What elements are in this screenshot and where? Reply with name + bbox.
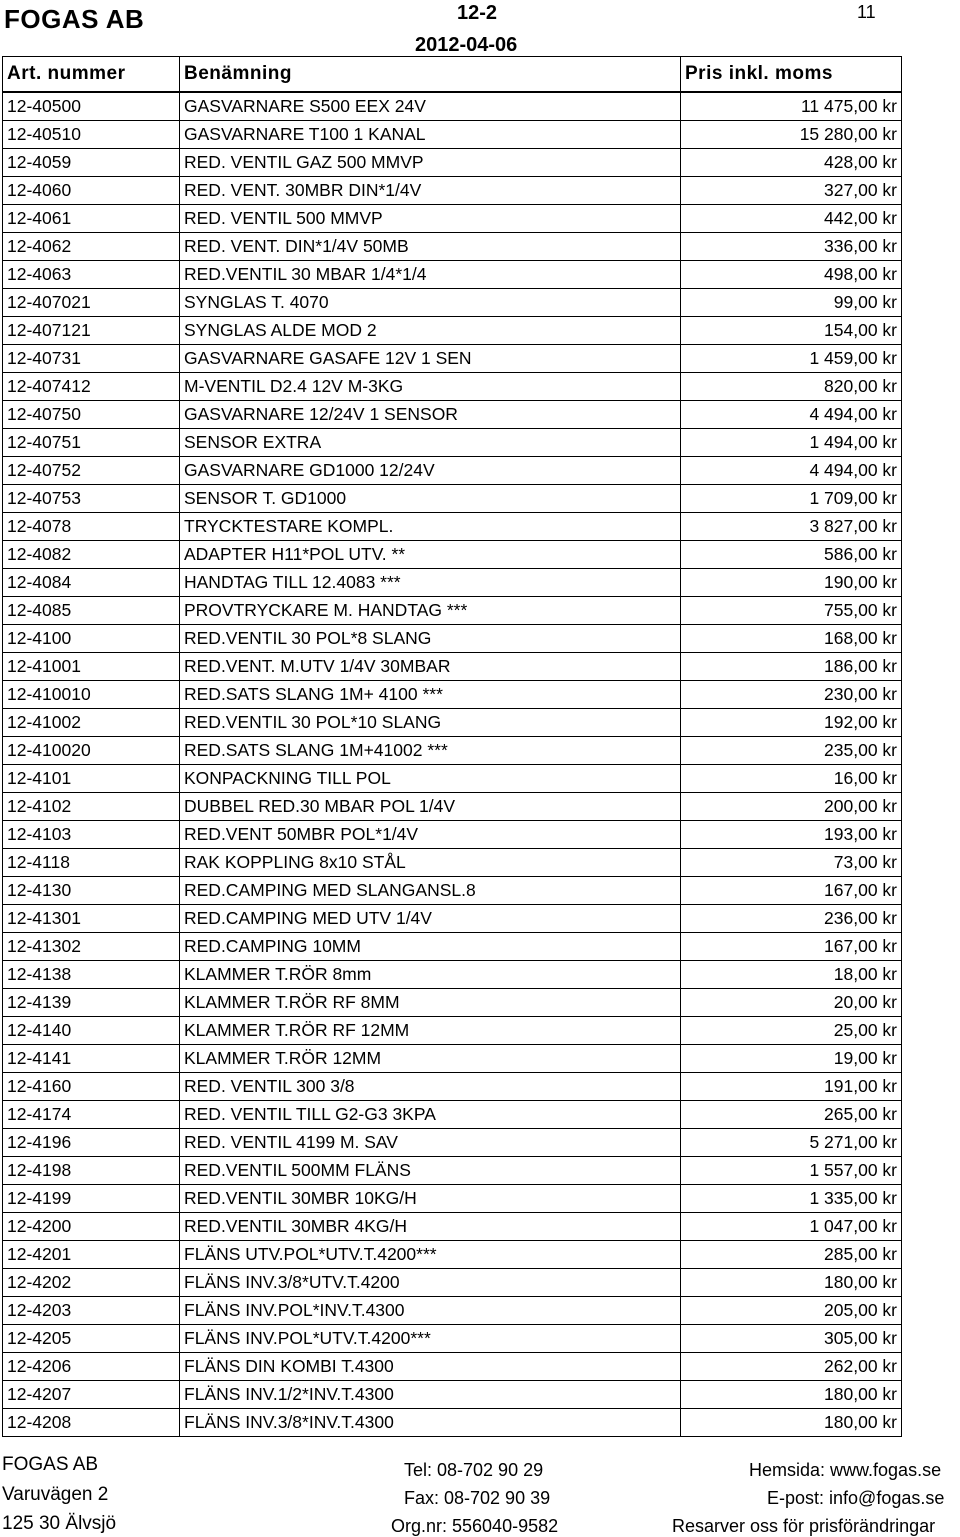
table-body: [3, 92, 902, 1437]
footer-disclaimer: Resarver oss för prisförändringar: [672, 1516, 936, 1536]
article-number-cell: 12-40751: [3, 429, 180, 457]
price-cell: 1 459,00 kr: [681, 345, 902, 373]
table-header-row: [3, 57, 902, 93]
article-number-cell: 12-407021: [3, 289, 180, 317]
price-cell: 265,00 kr: [681, 1101, 902, 1129]
table-row: [3, 1157, 902, 1185]
price-cell: 15 280,00 kr: [681, 121, 902, 149]
article-number-cell: 12-4138: [3, 961, 180, 989]
column-header-description: Benämning: [180, 57, 681, 93]
article-number-cell: 12-4208: [3, 1409, 180, 1437]
table-row: [3, 961, 902, 989]
description-cell: GASVARNARE GD1000 12/24V: [180, 457, 681, 485]
table-row: [3, 1185, 902, 1213]
table-row: [3, 401, 902, 429]
table-row: [3, 1297, 902, 1325]
table-row: [3, 317, 902, 345]
table-row: [3, 373, 902, 401]
article-number-cell: 12-4139: [3, 989, 180, 1017]
article-number-cell: 12-4062: [3, 233, 180, 261]
table-row: [3, 1325, 902, 1353]
article-number-cell: 12-4082: [3, 541, 180, 569]
price-cell: 428,00 kr: [681, 149, 902, 177]
table-row: [3, 569, 902, 597]
footer-email: E-post: info@fogas.se: [767, 1488, 945, 1508]
price-cell: 1 494,00 kr: [681, 429, 902, 457]
price-cell: 1 709,00 kr: [681, 485, 902, 513]
price-cell: 4 494,00 kr: [681, 457, 902, 485]
table-row: [3, 541, 902, 569]
article-number-cell: 12-4203: [3, 1297, 180, 1325]
article-number-cell: 12-4084: [3, 569, 180, 597]
price-cell: 236,00 kr: [681, 905, 902, 933]
price-cell: 442,00 kr: [681, 205, 902, 233]
table-row: [3, 849, 902, 877]
description-cell: FLÄNS INV.1/2*INV.T.4300: [180, 1381, 681, 1409]
table-row: [3, 1381, 902, 1409]
footer-street: Varuvägen 2: [2, 1484, 109, 1505]
table-row: [3, 261, 902, 289]
table-row: [3, 765, 902, 793]
description-cell: KLAMMER T.RÖR RF 8MM: [180, 989, 681, 1017]
table-row: [3, 457, 902, 485]
article-number-cell: 12-4063: [3, 261, 180, 289]
table-row: [3, 1073, 902, 1101]
article-number-cell: 12-40752: [3, 457, 180, 485]
article-number-cell: 12-4061: [3, 205, 180, 233]
description-cell: TRYCKTESTARE KOMPL.: [180, 513, 681, 541]
table-row: [3, 289, 902, 317]
table-row: [3, 1129, 902, 1157]
price-cell: 755,00 kr: [681, 597, 902, 625]
footer-city: 125 30 Älvsjö: [2, 1513, 117, 1534]
article-number-cell: 12-40750: [3, 401, 180, 429]
article-number-cell: 12-40500: [3, 92, 180, 121]
table-row: [3, 1269, 902, 1297]
table-row: [3, 1353, 902, 1381]
article-number-cell: 12-4060: [3, 177, 180, 205]
description-cell: SENSOR T. GD1000: [180, 485, 681, 513]
description-cell: ADAPTER H11*POL UTV. **: [180, 541, 681, 569]
table-row: [3, 1409, 902, 1437]
price-cell: 285,00 kr: [681, 1241, 902, 1269]
article-number-cell: 12-4207: [3, 1381, 180, 1409]
price-cell: 192,00 kr: [681, 709, 902, 737]
description-cell: KLAMMER T.RÖR RF 12MM: [180, 1017, 681, 1045]
footer-company: FOGAS AB: [2, 1454, 99, 1475]
description-cell: RED. VENTIL 4199 M. SAV: [180, 1129, 681, 1157]
article-number-cell: 12-40731: [3, 345, 180, 373]
article-number-cell: 12-4206: [3, 1353, 180, 1381]
description-cell: M-VENTIL D2.4 12V M-3KG: [180, 373, 681, 401]
description-cell: KLAMMER T.RÖR 12MM: [180, 1045, 681, 1073]
price-cell: 191,00 kr: [681, 1073, 902, 1101]
article-number-cell: 12-4140: [3, 1017, 180, 1045]
article-number-cell: 12-410020: [3, 737, 180, 765]
description-cell: RED.CAMPING 10MM: [180, 933, 681, 961]
article-number-cell: 12-4118: [3, 849, 180, 877]
description-cell: FLÄNS INV.3/8*INV.T.4300: [180, 1409, 681, 1437]
table-row: [3, 513, 902, 541]
description-cell: RED.SATS SLANG 1M+ 4100 ***: [180, 681, 681, 709]
section-number: 12-2: [457, 2, 498, 24]
table-row: [3, 345, 902, 373]
description-cell: RED.VENTIL 30 POL*10 SLANG: [180, 709, 681, 737]
description-cell: RED.VENT. M.UTV 1/4V 30MBAR: [180, 653, 681, 681]
article-number-cell: 12-4196: [3, 1129, 180, 1157]
article-number-cell: 12-41302: [3, 933, 180, 961]
description-cell: RED.VENTIL 30MBR 10KG/H: [180, 1185, 681, 1213]
description-cell: RED.VENTIL 500MM FLÄNS: [180, 1157, 681, 1185]
article-number-cell: 12-40753: [3, 485, 180, 513]
description-cell: RED. VENTIL 300 3/8: [180, 1073, 681, 1101]
description-cell: FLÄNS INV.POL*INV.T.4300: [180, 1297, 681, 1325]
price-cell: 305,00 kr: [681, 1325, 902, 1353]
description-cell: SYNGLAS T. 4070: [180, 289, 681, 317]
price-cell: 11 475,00 kr: [681, 92, 902, 121]
description-cell: RED.VENTIL 30 POL*8 SLANG: [180, 625, 681, 653]
table-row: [3, 597, 902, 625]
price-cell: 99,00 kr: [681, 289, 902, 317]
table-row: [3, 681, 902, 709]
table-row: [3, 177, 902, 205]
table-row: [3, 709, 902, 737]
article-number-cell: 12-4102: [3, 793, 180, 821]
table-row: [3, 233, 902, 261]
table-row: [3, 92, 902, 121]
article-number-cell: 12-4141: [3, 1045, 180, 1073]
company-name: FOGAS AB: [4, 4, 145, 34]
price-cell: 167,00 kr: [681, 933, 902, 961]
price-cell: 205,00 kr: [681, 1297, 902, 1325]
description-cell: RED. VENTIL GAZ 500 MMVP: [180, 149, 681, 177]
article-number-cell: 12-4059: [3, 149, 180, 177]
article-number-cell: 12-4085: [3, 597, 180, 625]
price-cell: 20,00 kr: [681, 989, 902, 1017]
price-cell: 190,00 kr: [681, 569, 902, 597]
table-row: [3, 737, 902, 765]
price-cell: 498,00 kr: [681, 261, 902, 289]
article-number-cell: 12-4160: [3, 1073, 180, 1101]
description-cell: FLÄNS INV.POL*UTV.T.4200***: [180, 1325, 681, 1353]
table-row: [3, 1213, 902, 1241]
article-number-cell: 12-410010: [3, 681, 180, 709]
table-row: [3, 877, 902, 905]
description-cell: RED.CAMPING MED UTV 1/4V: [180, 905, 681, 933]
price-cell: 1 047,00 kr: [681, 1213, 902, 1241]
description-cell: KONPACKNING TILL POL: [180, 765, 681, 793]
table-row: [3, 1101, 902, 1129]
column-header-article-number: Art. nummer: [3, 57, 180, 93]
article-number-cell: 12-407121: [3, 317, 180, 345]
description-cell: RED.VENTIL 30 MBAR 1/4*1/4: [180, 261, 681, 289]
article-number-cell: 12-4174: [3, 1101, 180, 1129]
description-cell: FLÄNS DIN KOMBI T.4300: [180, 1353, 681, 1381]
article-number-cell: 12-4078: [3, 513, 180, 541]
description-cell: RED. VENT. 30MBR DIN*1/4V: [180, 177, 681, 205]
table-row: [3, 793, 902, 821]
price-cell: 18,00 kr: [681, 961, 902, 989]
table-row: [3, 1017, 902, 1045]
article-number-cell: 12-41002: [3, 709, 180, 737]
description-cell: RED. VENTIL TILL G2-G3 3KPA: [180, 1101, 681, 1129]
price-cell: 327,00 kr: [681, 177, 902, 205]
table-row: [3, 205, 902, 233]
table-row: [3, 933, 902, 961]
price-cell: 180,00 kr: [681, 1381, 902, 1409]
page-header: [0, 0, 960, 56]
price-cell: 193,00 kr: [681, 821, 902, 849]
article-number-cell: 12-4198: [3, 1157, 180, 1185]
price-cell: 73,00 kr: [681, 849, 902, 877]
article-number-cell: 12-4100: [3, 625, 180, 653]
price-cell: 200,00 kr: [681, 793, 902, 821]
price-cell: 186,00 kr: [681, 653, 902, 681]
page-footer: [0, 1450, 960, 1537]
article-number-cell: 12-4199: [3, 1185, 180, 1213]
article-number-cell: 12-4130: [3, 877, 180, 905]
table-row: [3, 1241, 902, 1269]
column-header-price: Pris inkl. moms: [681, 57, 902, 93]
price-cell: 820,00 kr: [681, 373, 902, 401]
footer-fax: Fax: 08-702 90 39: [404, 1488, 551, 1508]
description-cell: GASVARNARE S500 EEX 24V: [180, 92, 681, 121]
article-number-cell: 12-41301: [3, 905, 180, 933]
price-cell: 180,00 kr: [681, 1269, 902, 1297]
table-row: [3, 625, 902, 653]
price-cell: 19,00 kr: [681, 1045, 902, 1073]
description-cell: HANDTAG TILL 12.4083 ***: [180, 569, 681, 597]
table-row: [3, 905, 902, 933]
table-row: [3, 121, 902, 149]
article-number-cell: 12-40510: [3, 121, 180, 149]
price-list-date: 2012-04-06: [415, 34, 518, 56]
table-row: [3, 1045, 902, 1073]
price-cell: 5 271,00 kr: [681, 1129, 902, 1157]
description-cell: RED.CAMPING MED SLANGANSL.8: [180, 877, 681, 905]
description-cell: FLÄNS UTV.POL*UTV.T.4200***: [180, 1241, 681, 1269]
price-cell: 25,00 kr: [681, 1017, 902, 1045]
description-cell: RED.VENT 50MBR POL*1/4V: [180, 821, 681, 849]
description-cell: RED.SATS SLANG 1M+41002 ***: [180, 737, 681, 765]
table-row: [3, 149, 902, 177]
price-cell: 168,00 kr: [681, 625, 902, 653]
description-cell: RED. VENTIL 500 MMVP: [180, 205, 681, 233]
table-row: [3, 989, 902, 1017]
price-cell: 1 557,00 kr: [681, 1157, 902, 1185]
description-cell: PROVTRYCKARE M. HANDTAG ***: [180, 597, 681, 625]
description-cell: DUBBEL RED.30 MBAR POL 1/4V: [180, 793, 681, 821]
description-cell: RED.VENTIL 30MBR 4KG/H: [180, 1213, 681, 1241]
article-number-cell: 12-4101: [3, 765, 180, 793]
footer-org-number: Org.nr: 556040-9582: [391, 1516, 559, 1536]
description-cell: SYNGLAS ALDE MOD 2: [180, 317, 681, 345]
footer-phone: Tel: 08-702 90 29: [404, 1460, 544, 1480]
description-cell: GASVARNARE GASAFE 12V 1 SEN: [180, 345, 681, 373]
price-cell: 235,00 kr: [681, 737, 902, 765]
description-cell: KLAMMER T.RÖR 8mm: [180, 961, 681, 989]
price-cell: 1 335,00 kr: [681, 1185, 902, 1213]
article-number-cell: 12-41001: [3, 653, 180, 681]
price-table: [2, 56, 902, 1437]
price-cell: 3 827,00 kr: [681, 513, 902, 541]
table-row: [3, 485, 902, 513]
price-cell: 262,00 kr: [681, 1353, 902, 1381]
article-number-cell: 12-4201: [3, 1241, 180, 1269]
description-cell: GASVARNARE 12/24V 1 SENSOR: [180, 401, 681, 429]
article-number-cell: 12-4205: [3, 1325, 180, 1353]
price-cell: 180,00 kr: [681, 1409, 902, 1437]
price-cell: 167,00 kr: [681, 877, 902, 905]
table-row: [3, 653, 902, 681]
price-cell: 4 494,00 kr: [681, 401, 902, 429]
price-cell: 154,00 kr: [681, 317, 902, 345]
article-number-cell: 12-4202: [3, 1269, 180, 1297]
article-number-cell: 12-4200: [3, 1213, 180, 1241]
article-number-cell: 12-4103: [3, 821, 180, 849]
description-cell: SENSOR EXTRA: [180, 429, 681, 457]
description-cell: GASVARNARE T100 1 KANAL: [180, 121, 681, 149]
description-cell: FLÄNS INV.3/8*UTV.T.4200: [180, 1269, 681, 1297]
page-number: 11: [857, 2, 876, 22]
description-cell: RED. VENT. DIN*1/4V 50MB: [180, 233, 681, 261]
price-cell: 16,00 kr: [681, 765, 902, 793]
description-cell: RAK KOPPLING 8x10 STÅL: [180, 849, 681, 877]
table-row: [3, 821, 902, 849]
price-cell: 586,00 kr: [681, 541, 902, 569]
article-number-cell: 12-407412: [3, 373, 180, 401]
price-cell: 336,00 kr: [681, 233, 902, 261]
price-cell: 230,00 kr: [681, 681, 902, 709]
table-row: [3, 429, 902, 457]
footer-website: Hemsida: www.fogas.se: [749, 1460, 942, 1480]
